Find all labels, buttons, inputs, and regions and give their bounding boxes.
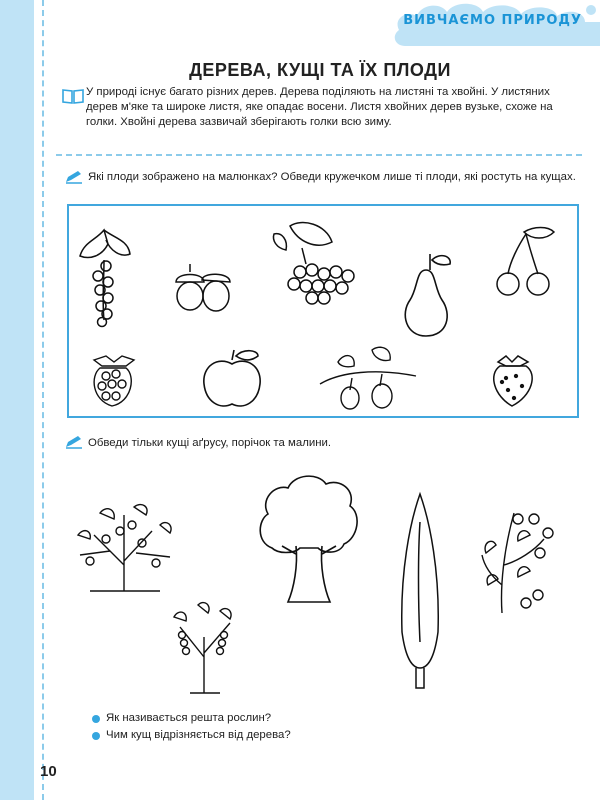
raspberry-bush-picture[interactable] xyxy=(478,505,558,615)
cherries-picture[interactable] xyxy=(490,222,562,302)
question-text: Як називається решта рослин? xyxy=(106,712,272,724)
task1-text: Які плоди зображено на малюнках? Обведи кружечком лише ті плоди, які ростуть на кущах. xyxy=(88,171,576,183)
page-number: 10 xyxy=(40,763,57,780)
bullet-dot-icon xyxy=(92,715,100,723)
section-divider xyxy=(56,154,582,156)
apple-picture[interactable] xyxy=(198,346,268,412)
intro-paragraph: У природі існує багато різних дерев. Дерева поділяють на листяні та хвойні. У листяних дерев м'яке та широке листя, яке опадає восени. Листя хвойних дерев вузьке, схоже на голки. Хвойні дерева зазвичай зберігають голки всю зиму. xyxy=(86,86,553,128)
question-text: Чим кущ відрізняється від дерева? xyxy=(106,729,291,741)
pencil-icon-2 xyxy=(64,435,84,449)
left-decor-strip xyxy=(0,0,34,800)
question-item xyxy=(92,729,291,746)
strawberry-picture[interactable] xyxy=(488,352,538,408)
currant-branch-picture[interactable] xyxy=(74,220,134,330)
poplar-picture[interactable] xyxy=(394,492,446,692)
left-dashed-line xyxy=(42,0,44,800)
questions-list xyxy=(92,712,291,746)
tree-picture[interactable] xyxy=(254,470,364,610)
pencil-icon xyxy=(64,170,84,184)
raspberry-picture[interactable] xyxy=(86,352,142,410)
gooseberry-branch-picture[interactable] xyxy=(316,342,426,414)
question-item xyxy=(92,712,291,729)
book-icon xyxy=(62,88,84,104)
section-label: ВИВЧАЄМО ПРИРОДУ xyxy=(403,13,582,28)
rowan-berries-picture[interactable] xyxy=(262,218,362,308)
pear-picture[interactable] xyxy=(396,250,456,340)
acorns-picture[interactable] xyxy=(168,262,240,322)
gooseberry-bush-picture[interactable] xyxy=(70,495,180,595)
currant-bush-picture[interactable] xyxy=(160,597,250,697)
task2-text: Обведи тільки кущі аґрусу, порічок та малини. xyxy=(88,437,332,449)
page-title: ДЕРЕВА, КУЩІ ТА ЇХ ПЛОДИ xyxy=(189,60,451,80)
bullet-dot-icon xyxy=(92,732,100,740)
